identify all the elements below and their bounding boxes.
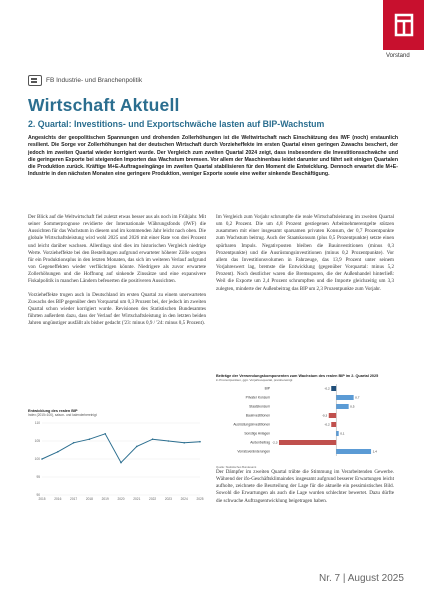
- lead-paragraph: Angesichts der geopolitischen Spannungen und drohenden Zollerhöhungen ist die Weltwirtschaft nach Einschätzung des IWF (noch) erstaunlich resilient. Die Sorge vor Zollerhöhungen hat der deutschen Wirtschaft durch Vorzieheffekte im ersten Quartal einen geringen Zuwachs beschert, der jedoch im zweiten Quartal wieder korrigiert wurde. Der Vergleich zum zweiten Quartal 2024 zeigt, dass insbesondere die Investitionsschwäche und die geringeren Exporte bei steigenden Importen das Wachstum bremsen. Vor allem der Maschinenbau leidet darunter und fährt seit einigen Quartalen die Produktion zurück. Kräftige M+E-Auftragseingänge im zweiten Quartal stabilisieren für den Moment die Entwicklung. Dennoch erwartet die M+E-Industrie in den nächsten Monaten eine geringere Produktion, weniger Exporte sowie eine weiter sinkende Beschäftigung.: [28, 135, 398, 178]
- column-left: [28, 214, 206, 333]
- chart1-x-tick: 2024: [180, 497, 188, 501]
- chart2-value-label: 1,4: [372, 449, 377, 454]
- chart1-y-tick: 90: [36, 493, 40, 498]
- chart2-bar: [336, 404, 348, 409]
- chart2-value-label: 0,5: [350, 404, 355, 409]
- department-label: FB Industrie- und Branchenpolitik: [46, 77, 143, 84]
- org-label: Vorstand: [386, 53, 410, 59]
- chart2-category-label: BIP: [264, 386, 270, 391]
- chart2-category-label: Staatskonsum: [249, 404, 270, 409]
- department-line: [28, 75, 142, 86]
- chart1-point: [136, 446, 138, 448]
- chart2-value-label: 0,1: [340, 431, 345, 436]
- chart1-x-tick: 2022: [149, 497, 157, 501]
- page-title: Wirtschaft Aktuell: [28, 95, 180, 115]
- chart1-x-tick: 2023: [164, 497, 172, 501]
- issue-footer: Nr. 7 | August 2025: [319, 573, 404, 584]
- chart1-point: [199, 441, 201, 443]
- column-right-bottom: [216, 469, 394, 511]
- chart1-point: [183, 442, 185, 444]
- col1-paragraph-1: Der Blick auf die Weltwirtschaft fiel zuletzt etwas besser aus als noch im Frühjahr. Mit seiner Sommerprognose revidierte der Internationale Währungsfonds (IWF) die Aussichten für das Wachstum in diesem und im kommenden Jahr leicht nach oben. Die globale Wirtschaftsleistung wird wohl 2025 und 2026 mit einer Rate von drei Prozent und leicht darüber wachsen. Allerdings sind dies im historischen Vergleich niedrige Werte. Vorzieheffekte bei den Bestellungen aufgrund erwarteter höherer Zölle sorgten für ein Produktionsplus in den letzten Monaten, das sich im weiteren Verlauf aufgrund von Gegeneffekten wieder verflüchtigen könnte. Niedrigere als zuvor erwartete Zollerhöhungen und die Hoffnung auf sinkende Zinssätze und eine expansivere Fiskalpolitik in manchen Ländern befeuerten die positiveren Aussichten.: [28, 214, 206, 285]
- chart1-point: [89, 438, 91, 440]
- chart2-category-label: Privater Konsum: [245, 395, 270, 400]
- logo-mark-icon: [392, 9, 416, 41]
- chart2-category-label: Sonstige Anlagen: [244, 431, 270, 436]
- chart2-category-label: Bauinvestitionen: [245, 413, 270, 418]
- column-right-top: [216, 214, 394, 299]
- chart2-bar: [336, 449, 371, 454]
- contribution-bar-chart: [216, 374, 394, 469]
- chart1-x-tick: 2020: [117, 497, 125, 501]
- chart1-title: Entwicklung des realen BIP: [28, 409, 78, 413]
- chart2-bar: [336, 395, 353, 400]
- chart2-svg: [216, 382, 394, 460]
- factory-icon: [28, 75, 42, 86]
- gdp-line-chart: [28, 409, 206, 516]
- chart1-x-tick: 2019: [101, 497, 109, 501]
- col2-paragraph-1: Im Vergleich zum Vorjahr schrumpfte die reale Wirtschaftsleistung im zweiten Quartal um 0,2 Prozent. Die um 4,8 Prozent gestiegenen Arbeitnehmerentgelte stützen zusammen mit einer insgesamt sparsamen privaten Konsum, der 0,7 Prozentpunkte zum Wachstum beitrug. Auch der Staatskonsum (plus 0,5 Prozentpunkte) setzte einen spürbaren Impuls. Negativposten bleiben die Bauinvestitionen (minus 0,3 Prozentpunkte) und die Ausrüstungsinvestitionen (minus 0,2 Prozentpunkte). Vor allem das Investitionsvolumen in Fahrzeuge, das 13,9 Prozent unter seinem Vorjahreswert lag, bremste die Entwicklung (gegenüber Vorquartal: minus 5,2 Prozent). Noch deutlicher waren die Bremsspuren, die der Außenhandel hinterließ: Weil die Exporte um 2,4 Prozent schrumpften und die Importe gleichzeitig um 3,3 zulegten, minderte der Außenbeitrag das BIP um 2,3 Prozentpunkte zum Vorjahr.: [216, 214, 394, 292]
- ig-metall-logo: [383, 0, 424, 50]
- chart1-svg: [28, 417, 206, 513]
- chart1-x-tick: 2021: [133, 497, 141, 501]
- chart1-x-tick: 2018: [85, 497, 93, 501]
- chart2-value-label: -0,2: [324, 386, 330, 391]
- chart2-title: Beiträge der Verwendungskomponenten zum Wachstum des realen BIP im 2. Quartal 2025: [216, 374, 379, 378]
- chart1-x-tick: 2015: [38, 497, 46, 501]
- chart1-y-tick: 95: [36, 475, 40, 480]
- chart2-bar: [331, 422, 336, 427]
- chart2-value-label: -2,3: [272, 440, 278, 445]
- chart1-point: [73, 442, 75, 444]
- chart2-value-label: -0,3: [321, 413, 328, 418]
- chart2-value-label: -0,2: [324, 422, 330, 427]
- chart1-point: [120, 462, 122, 464]
- chart2-subtitle: in Prozentpunkten, ggü. Vorjahresquartal, preisbereinigt: [216, 378, 293, 382]
- chart1-series-line: [42, 434, 200, 463]
- chart1-y-tick: 100: [34, 457, 40, 462]
- chart1-x-tick: 2017: [70, 497, 78, 501]
- chart1-x-tick: 2025: [196, 497, 204, 501]
- chart1-point: [152, 438, 154, 440]
- chart1-subtitle: Index (2015=100), saison- und kalenderbereinigt: [28, 413, 97, 417]
- chart1-y-tick: 105: [34, 439, 40, 444]
- chart1-y-tick: 110: [34, 421, 40, 426]
- chart1-point: [104, 433, 106, 435]
- col2-paragraph-2: Der Dämpfer im zweiten Quartal trübte die Stimmung im Verarbeitenden Gewerbe. Während der ifo-Geschäftsklimaindex insgesamt aufgrund besserer Erwartungen leicht aufholte, zeichnete die Beurteilung der Lage für die aktuelle ein pessimistisches Bild. Sowohl die Erwartungen als auch die Lage wurden schlechter bewertet. Dazu dürfte die schwache Auftragsentwicklung beigetragen haben.: [216, 469, 394, 504]
- chart2-source: Quelle: Statistisches Bundesamt: [216, 465, 257, 469]
- chart2-bar: [279, 440, 336, 445]
- chart1-point: [57, 451, 59, 453]
- chart2-category-label: Außenbeitrag: [250, 440, 270, 445]
- chart1-point: [41, 458, 43, 460]
- chart2-bar: [331, 386, 336, 391]
- chart2-category-label: Ausrüstungsinvestitionen: [233, 422, 270, 427]
- page-subtitle: 2. Quartal: Investitions- und Exportschwäche lasten auf BIP-Wachstum: [28, 119, 325, 129]
- chart2-category-label: Vorratsveränderungen: [237, 449, 270, 454]
- chart2-value-label: 0,7: [355, 395, 360, 400]
- chart1-point: [168, 440, 170, 442]
- chart2-bar: [329, 413, 336, 418]
- chart2-bar: [336, 431, 338, 436]
- chart1-x-tick: 2016: [54, 497, 62, 501]
- col1-paragraph-2: Vorzieheffekte trugen auch in Deutschland im ersten Quartal zu einem unerwarteten Zuwachs des BIP gegenüber dem Vorquartal um 0,3 Prozent bei, der jedoch im zweiten Quartal schon wieder korrigiert wurde. Revisionen des Statistischen Bundesamtes führten außerdem dazu, dass der Verlauf der Wirtschaftsleistung in den letzten beiden Jahren ungünstiger ausfällt als bisher gedacht ('23: minus 0,9 / '24: minus 0,5 Prozent).: [28, 291, 206, 327]
